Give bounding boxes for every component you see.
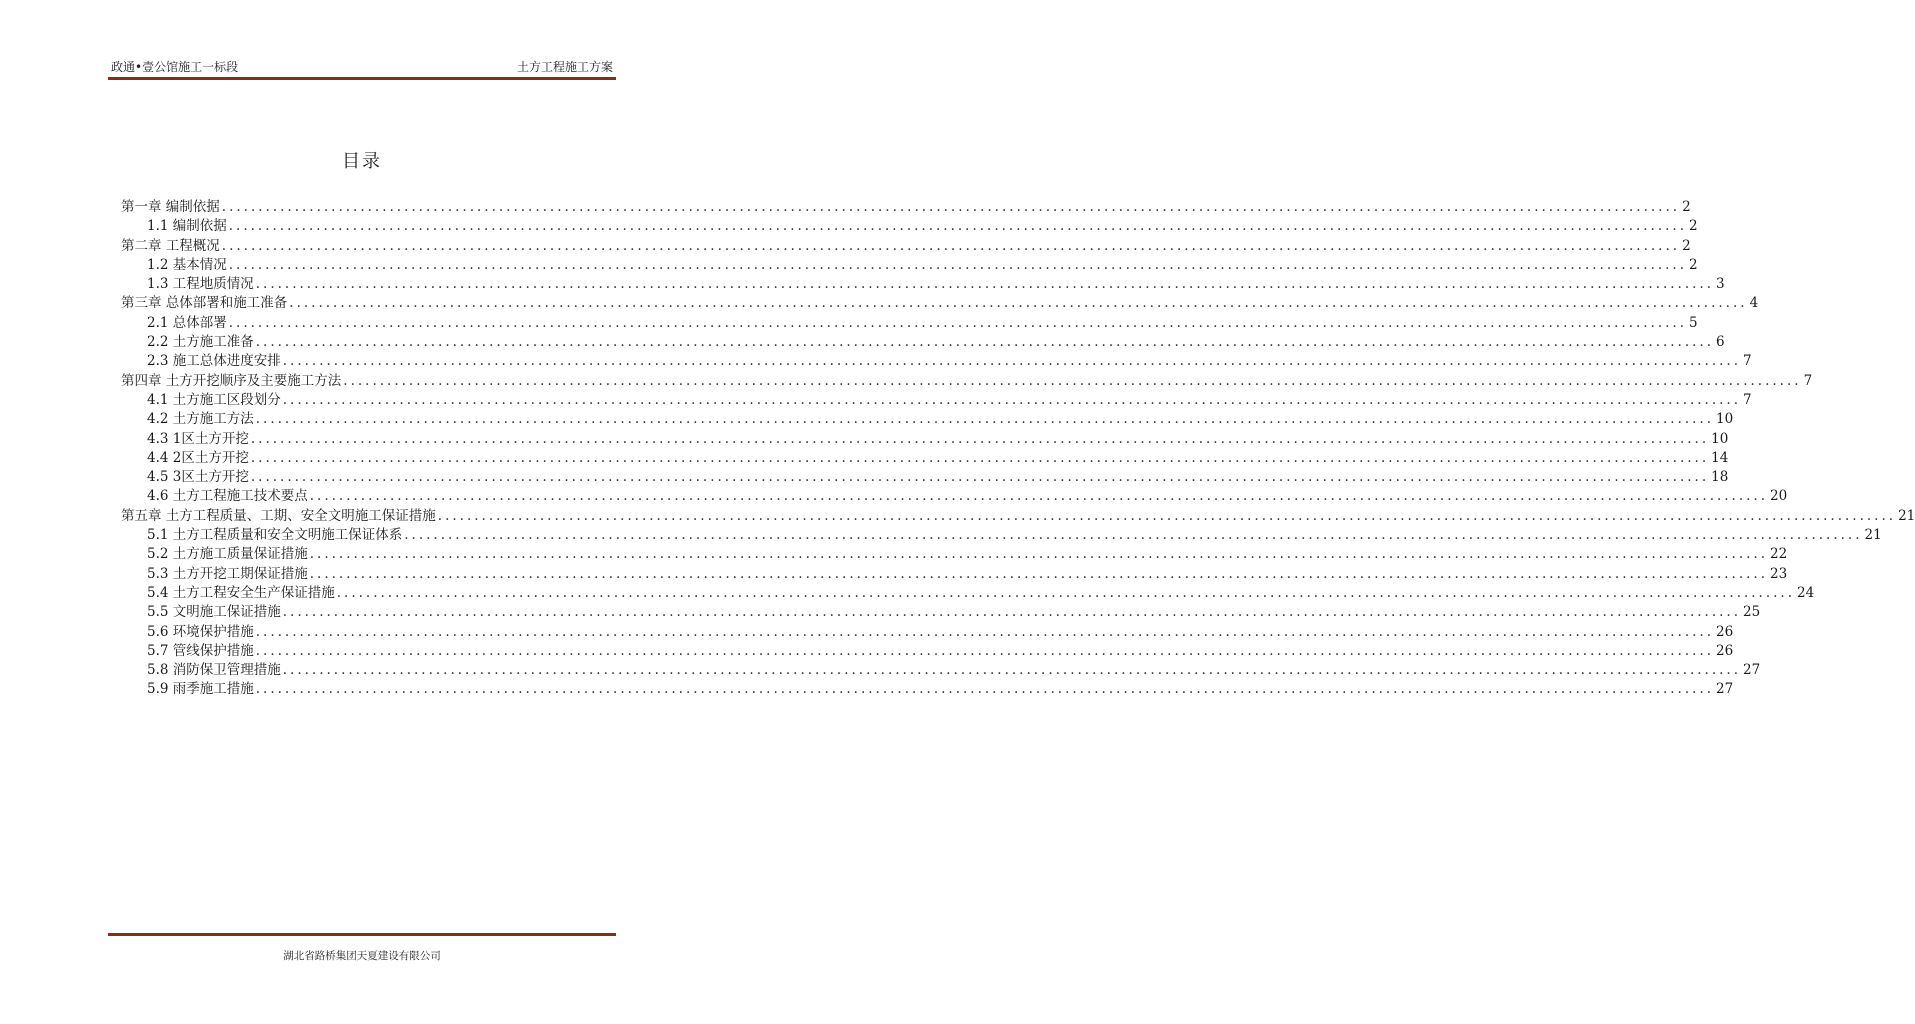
toc-section-entry[interactable]	[121, 352, 1752, 371]
toc-leader-dots: ........................................................................................................................................................................................................	[336, 584, 1796, 601]
toc-section-entry[interactable]	[121, 623, 1734, 642]
toc-page-number: 23	[1770, 565, 1788, 582]
toc-page-number: 2	[1689, 218, 1698, 235]
toc-page-number: 24	[1797, 584, 1815, 601]
toc-page-number: 14	[1711, 449, 1729, 466]
toc-section-entry[interactable]	[121, 410, 1734, 429]
toc-leader-dots: ........................................................................................................................................................................................................	[282, 391, 1742, 408]
toc-chapter-entry[interactable]	[121, 198, 1691, 217]
toc-title: 目录	[342, 151, 382, 172]
toc-entry-label: 1.3 工程地质情况	[147, 276, 254, 293]
toc-entry-label: 第三章 总体部署和施工准备	[121, 295, 288, 312]
toc-page-number: 21	[1864, 527, 1882, 544]
toc-leader-dots: ........................................................................................................................................................................................................	[437, 507, 1897, 524]
header-project-name: 政通•壹公馆施工一标段	[111, 60, 239, 74]
footer-company: 湖北省路桥集团天夏建设有限公司	[283, 950, 441, 962]
toc-entry-label: 4.2 土方施工方法	[147, 411, 254, 428]
toc-section-entry[interactable]	[121, 430, 1729, 449]
toc-leader-dots: ........................................................................................................................................................................................................	[228, 314, 1688, 331]
toc-page-number: 7	[1743, 353, 1752, 370]
toc-entry-label: 第二章 工程概况	[121, 237, 220, 254]
toc-entry-label: 4.5 3区土方开挖	[147, 469, 249, 486]
toc-entry-label: 4.3 1区土方开挖	[147, 430, 249, 447]
toc-entry-label: 5.7 管线保护措施	[147, 642, 254, 659]
toc-leader-dots: ........................................................................................................................................................................................................	[255, 411, 1715, 428]
toc-page-number: 10	[1711, 430, 1729, 447]
toc-page-number: 22	[1770, 546, 1788, 563]
toc-chapter-entry[interactable]	[121, 237, 1691, 256]
page-header	[108, 52, 616, 76]
toc-leader-dots: ........................................................................................................................................................................................................	[289, 295, 1748, 312]
toc-section-entry[interactable]	[121, 584, 1815, 603]
toc-page-number: 5	[1689, 314, 1698, 331]
toc-entry-label: 2.1 总体部署	[147, 314, 227, 331]
toc-page-number: 26	[1716, 642, 1734, 659]
toc-page-number: 4	[1749, 295, 1759, 312]
toc-chapter-entry[interactable]	[121, 507, 1915, 526]
toc-entry-label: 2.2 土方施工准备	[147, 334, 254, 351]
footer-divider	[108, 933, 616, 936]
toc-entry-label: 4.1 土方施工区段划分	[147, 391, 281, 408]
toc-entry-label: 5.1 土方工程质量和安全文明施工保证体系	[147, 527, 403, 544]
toc-section-entry[interactable]	[121, 217, 1698, 236]
toc-section-entry[interactable]	[121, 333, 1725, 352]
toc-section-entry[interactable]	[121, 545, 1788, 564]
toc-leader-dots: ........................................................................................................................................................................................................	[255, 623, 1715, 640]
toc-section-entry[interactable]	[121, 275, 1725, 294]
toc-chapter-entry[interactable]	[121, 294, 1759, 313]
toc-section-entry[interactable]	[121, 642, 1734, 661]
toc-entry-label: 第五章 土方工程质量、工期、安全文明施工保证措施	[121, 507, 436, 524]
toc-leader-dots: ........................................................................................................................................................................................................	[343, 372, 1802, 389]
toc-page-number: 18	[1711, 469, 1729, 486]
toc-page-number: 21	[1898, 507, 1915, 524]
toc-page-number: 26	[1716, 623, 1734, 640]
toc-leader-dots: ........................................................................................................................................................................................................	[221, 199, 1681, 215]
toc-page-number: 3	[1716, 276, 1725, 293]
toc-entry-label: 1.2 基本情况	[147, 256, 227, 273]
toc-leader-dots: ........................................................................................................................................................................................................	[250, 469, 1710, 486]
toc-leader-dots: ........................................................................................................................................................................................................	[221, 237, 1681, 254]
toc-chapter-entry[interactable]	[121, 372, 1813, 391]
toc-page-number: 2	[1689, 256, 1698, 273]
toc-leader-dots: ........................................................................................................................................................................................................	[250, 430, 1710, 447]
toc-entry-label: 第一章 编制依据	[121, 199, 220, 215]
toc-leader-dots: ........................................................................................................................................................................................................	[255, 681, 1715, 698]
toc-leader-dots: ........................................................................................................................................................................................................	[309, 565, 1769, 582]
toc-leader-dots: ........................................................................................................................................................................................................	[250, 449, 1710, 466]
toc-page-number: 27	[1743, 662, 1761, 679]
toc-entry-label: 5.5 文明施工保证措施	[147, 604, 281, 621]
toc-entry-label: 第四章 土方开挖顺序及主要施工方法	[121, 372, 342, 389]
toc-entry-label: 2.3 施工总体进度安排	[147, 353, 281, 370]
header-document-title: 土方工程施工方案	[516, 60, 613, 74]
toc-section-entry[interactable]	[121, 256, 1698, 275]
toc-section-entry[interactable]	[121, 526, 1882, 545]
toc-page-number: 6	[1716, 334, 1725, 351]
toc-entry-label: 5.2 土方施工质量保证措施	[147, 546, 308, 563]
toc-leader-dots: ........................................................................................................................................................................................................	[404, 527, 1863, 544]
toc-leader-dots: ........................................................................................................................................................................................................	[282, 604, 1742, 621]
table-of-contents	[121, 198, 1915, 700]
toc-section-entry[interactable]	[121, 314, 1698, 333]
toc-section-entry[interactable]	[121, 468, 1729, 487]
toc-leader-dots: ........................................................................................................................................................................................................	[255, 334, 1715, 351]
toc-leader-dots: ........................................................................................................................................................................................................	[309, 546, 1769, 563]
toc-leader-dots: ........................................................................................................................................................................................................	[255, 276, 1715, 293]
toc-entry-label: 5.8 消防保卫管理措施	[147, 662, 281, 679]
toc-entry-label: 1.1 编制依据	[147, 218, 227, 235]
toc-entry-label: 5.9 雨季施工措施	[147, 681, 254, 698]
toc-section-entry[interactable]	[121, 449, 1729, 468]
toc-entry-label: 4.4 2区土方开挖	[147, 449, 249, 466]
toc-page-number: 7	[1803, 372, 1813, 389]
toc-section-entry[interactable]	[121, 391, 1752, 410]
toc-entry-label: 4.6 土方工程施工技术要点	[147, 488, 308, 505]
toc-section-entry[interactable]	[121, 661, 1761, 680]
toc-section-entry[interactable]	[121, 680, 1734, 699]
toc-page-number: 2	[1682, 199, 1691, 215]
toc-page-number: 20	[1770, 488, 1788, 505]
toc-page-number: 25	[1743, 604, 1761, 621]
toc-section-entry[interactable]	[121, 603, 1761, 622]
toc-leader-dots: ........................................................................................................................................................................................................	[309, 488, 1769, 505]
toc-leader-dots: ........................................................................................................................................................................................................	[228, 218, 1688, 235]
toc-page-number: 27	[1716, 681, 1734, 698]
toc-section-entry[interactable]	[121, 565, 1788, 584]
toc-page-number: 2	[1682, 237, 1691, 254]
header-divider	[108, 77, 616, 80]
toc-page-number: 7	[1743, 391, 1752, 408]
toc-page-number: 10	[1716, 411, 1734, 428]
toc-entry-label: 5.6 环境保护措施	[147, 623, 254, 640]
toc-leader-dots: ........................................................................................................................................................................................................	[282, 353, 1742, 370]
toc-leader-dots: ........................................................................................................................................................................................................	[228, 256, 1688, 273]
toc-leader-dots: ........................................................................................................................................................................................................	[282, 662, 1742, 679]
toc-leader-dots: ........................................................................................................................................................................................................	[255, 642, 1715, 659]
toc-entry-label: 5.4 土方工程安全生产保证措施	[147, 584, 335, 601]
toc-section-entry[interactable]	[121, 487, 1788, 506]
toc-entry-label: 5.3 土方开挖工期保证措施	[147, 565, 308, 582]
